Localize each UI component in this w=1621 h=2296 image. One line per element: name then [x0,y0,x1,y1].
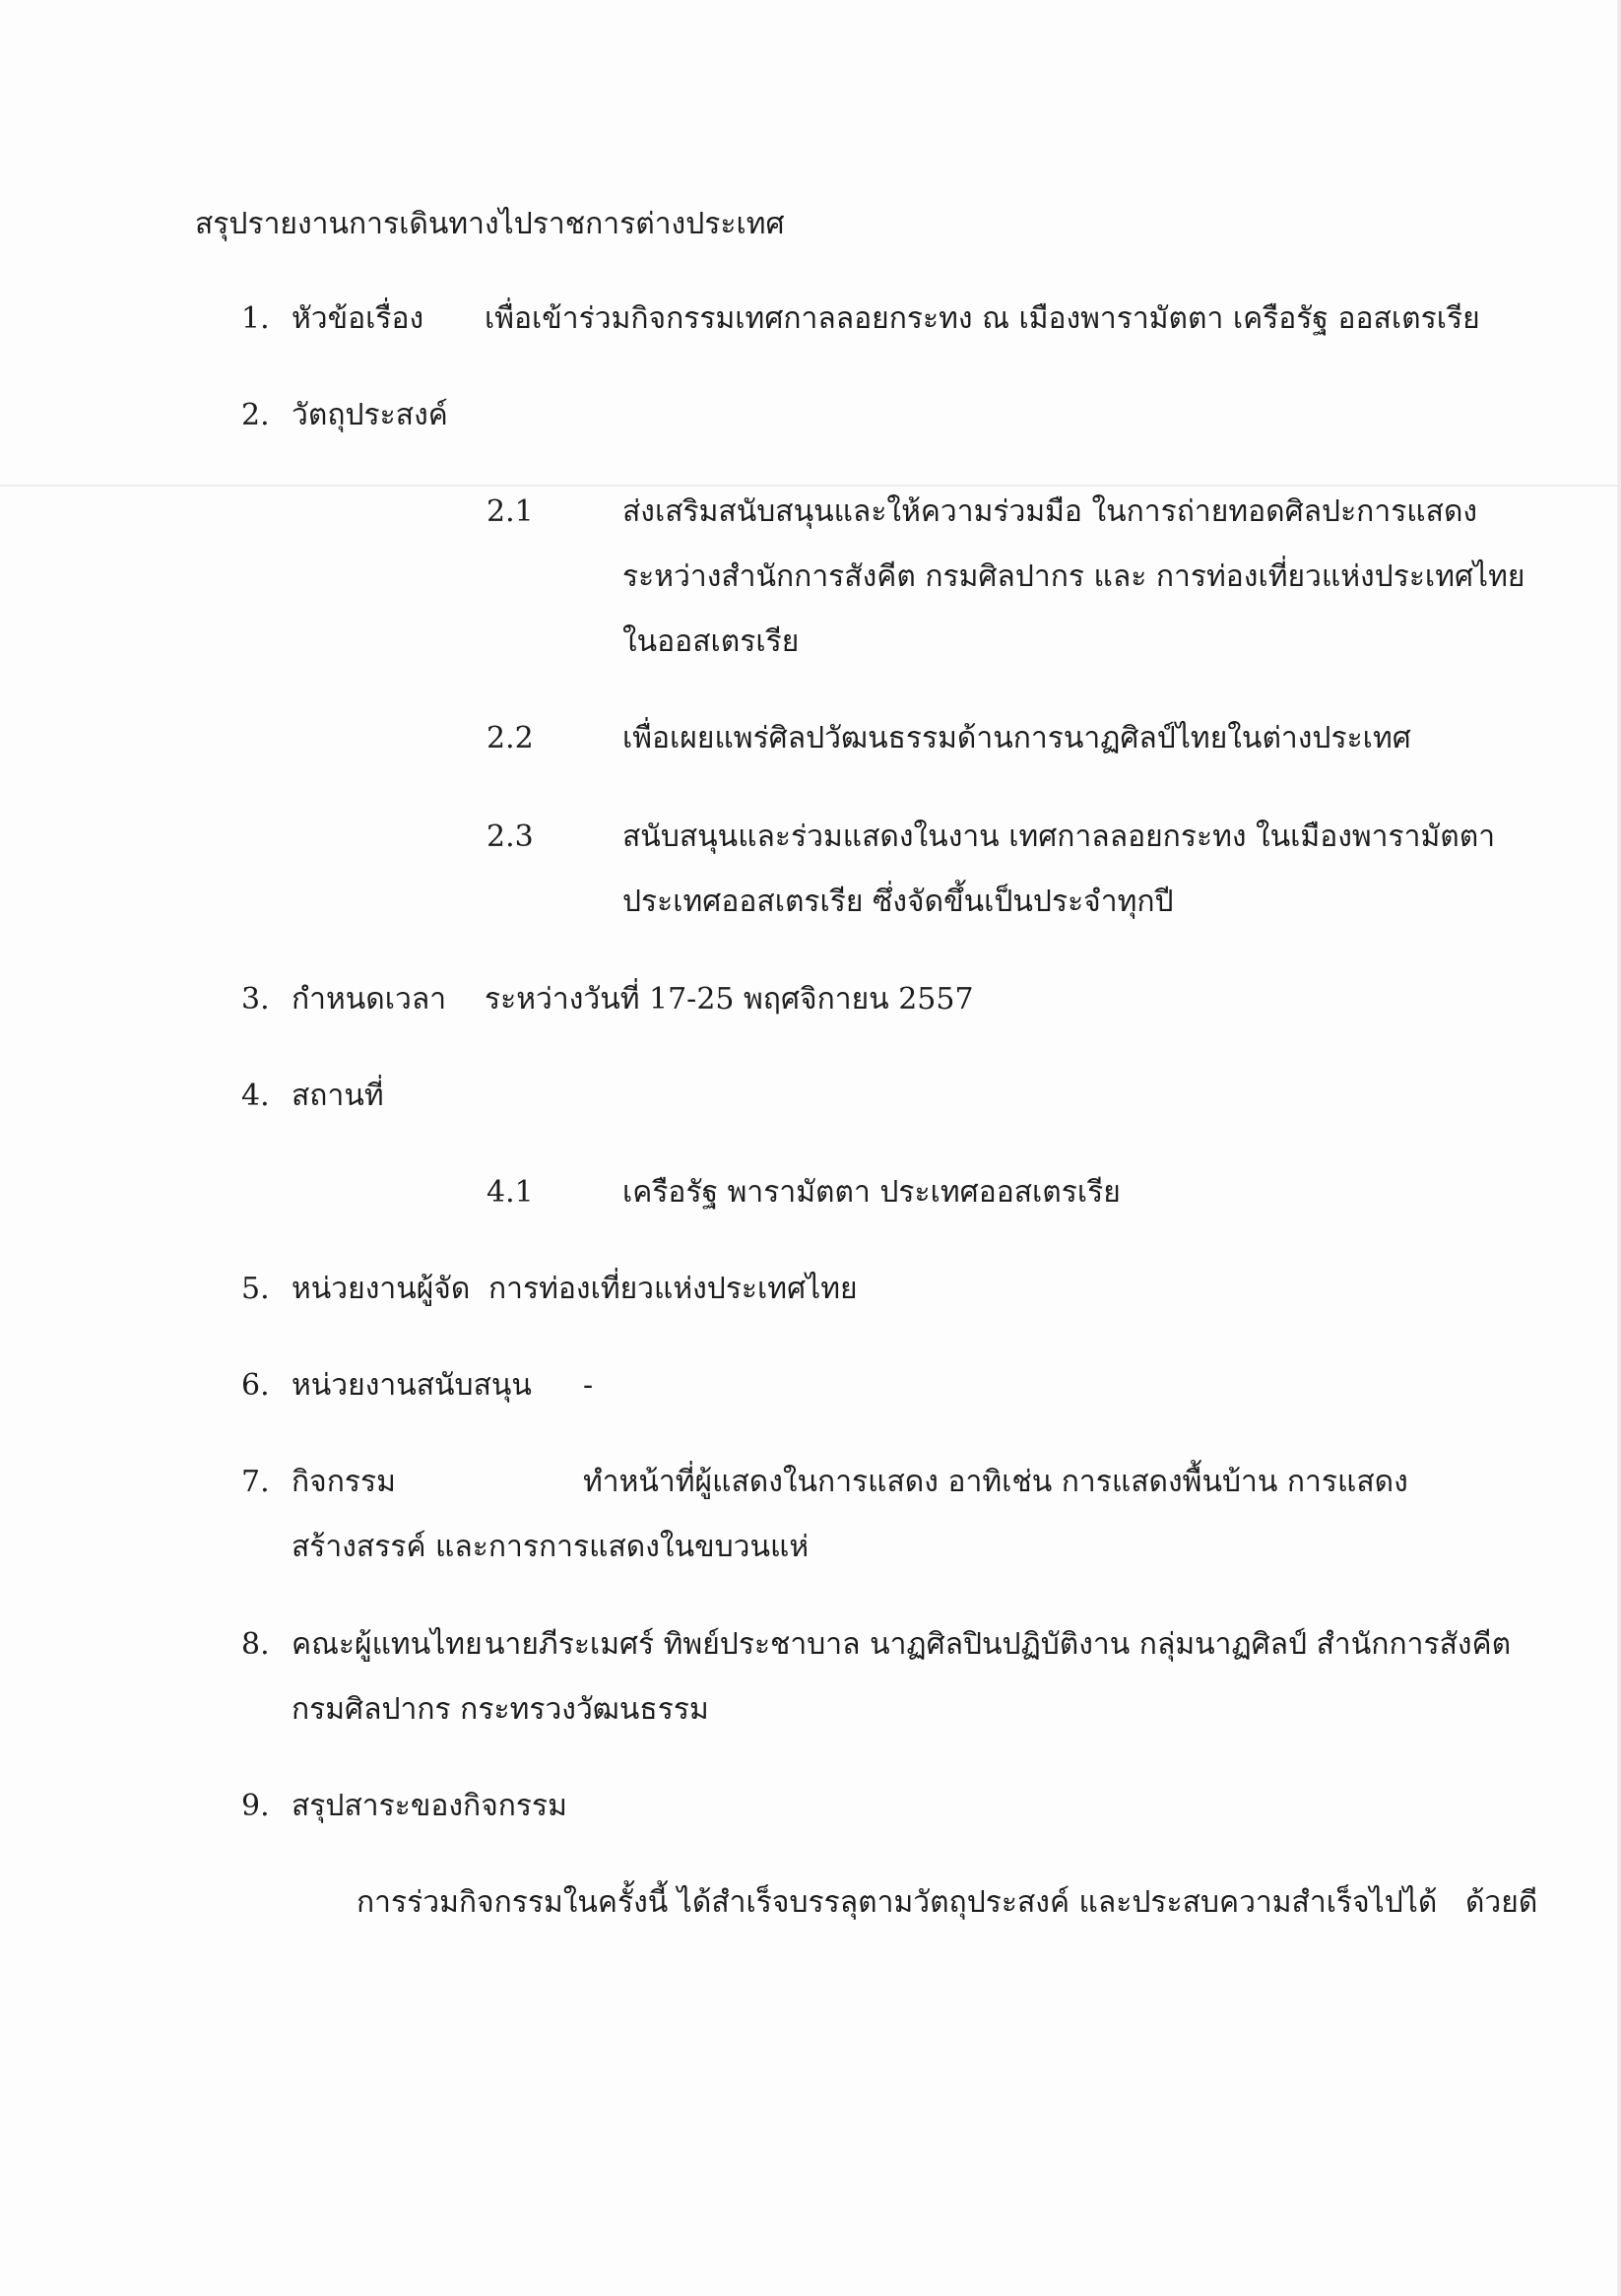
item-3-number: 3. [241,982,270,1017]
item-5-value: การท่องเที่ยวแห่งประเทศไทย [488,1272,858,1306]
item-7-continuation: สร้างสรรค์ และการการแสดงในขบวนแห่ [292,1530,810,1564]
item-8-label: คณะผู้แทนไทย [292,1627,483,1662]
item-4-number: 4. [241,1079,270,1113]
item-6-number: 6. [241,1368,270,1403]
subitem-2-2-number: 2.2 [486,721,534,755]
item-7-number: 7. [241,1465,270,1499]
subitem-4-1-number: 4.1 [486,1175,534,1210]
item-5-label: หน่วยงานผู้จัด [292,1272,471,1306]
item-1-label: หัวข้อเรื่อง [292,301,424,336]
item-8-number: 8. [241,1627,270,1662]
subitem-4-1-line-1: เครือรัฐ พารามัตตา ประเทศออสเตรเรีย [622,1175,1121,1210]
item-9-label: สรุปสาระของกิจกรรม [292,1789,567,1823]
subitem-2-3-number: 2.3 [486,820,534,854]
item-9-number: 9. [241,1789,270,1823]
subitem-2-1-line-1: ส่งเสริมสนับสนุนและให้ความร่วมมือ ในการถ่ายทอดศิลปะการแสดง [622,494,1478,529]
item-7-label: กิจกรรม [292,1465,396,1499]
subitem-2-1-line-3: ในออสเตรเรีย [622,624,800,659]
subitem-2-3-line-1: สนับสนุนและร่วมแสดงในงาน เทศกาลลอยกระทง ในเมืองพารามัตตา [622,820,1496,854]
item-3-value: ระหว่างวันที่ 17-25 พฤศจิกายน 2557 [485,982,974,1017]
item-2-label: วัตถุประสงค์ [292,398,448,432]
subitem-2-2-line-1: เพื่อเผยแพร่ศิลปวัฒนธรรมด้านการนาฏศิลป์ไทยในต่างประเทศ [622,721,1411,755]
item-1-value: เพื่อเข้าร่วมกิจกรรมเทศกาลลอยกระทง ณ เมืองพารามัตตา เครือรัฐ ออสเตรเรีย [485,301,1480,336]
scan-edge [1617,0,1621,2296]
subitem-2-1-number: 2.1 [486,494,534,529]
subitem-2-1-line-2: ระหว่างสำนักการสังคีต กรมศิลปากร และ การท่องเที่ยวแห่งประเทศไทย [622,559,1525,594]
item-8-value: นายภีระเมศร์ ทิพย์ประชาบาล นาฏศิลปินปฏิบัติงาน กลุ่มนาฏศิลป์ สำนักการสังคีต [485,1627,1512,1662]
item-2-number: 2. [241,398,270,432]
item-6-label: หน่วยงานสนับสนุน [292,1368,532,1403]
item-6-value: - [583,1368,594,1403]
item-1-number: 1. [241,301,270,336]
item-3-label: กำหนดเวลา [292,982,447,1017]
item-8-continuation: กรมศิลปากร กระทรวงวัฒนธรรม [292,1692,709,1727]
subitem-2-3-line-2: ประเทศออสเตรเรีย ซึ่งจัดขึ้นเป็นประจำทุกปี [622,885,1174,919]
item-4-label: สถานที่ [292,1079,384,1113]
item-7-value: ทำหน้าที่ผู้แสดงในการแสดง อาทิเช่น การแสดงพื้นบ้าน การแสดง [583,1465,1408,1499]
scan-fold-line [0,485,1621,487]
summary-paragraph: การร่วมกิจกรรมในครั้งนี้ ได้สำเร็จบรรลุตามวัตถุประสงค์ และประสบความสำเร็จไปได้ ด้วยดี [357,1885,1538,1920]
document-title: สรุปรายงานการเดินทางไปราชการต่างประเทศ [195,207,785,241]
item-5-number: 5. [241,1272,270,1306]
